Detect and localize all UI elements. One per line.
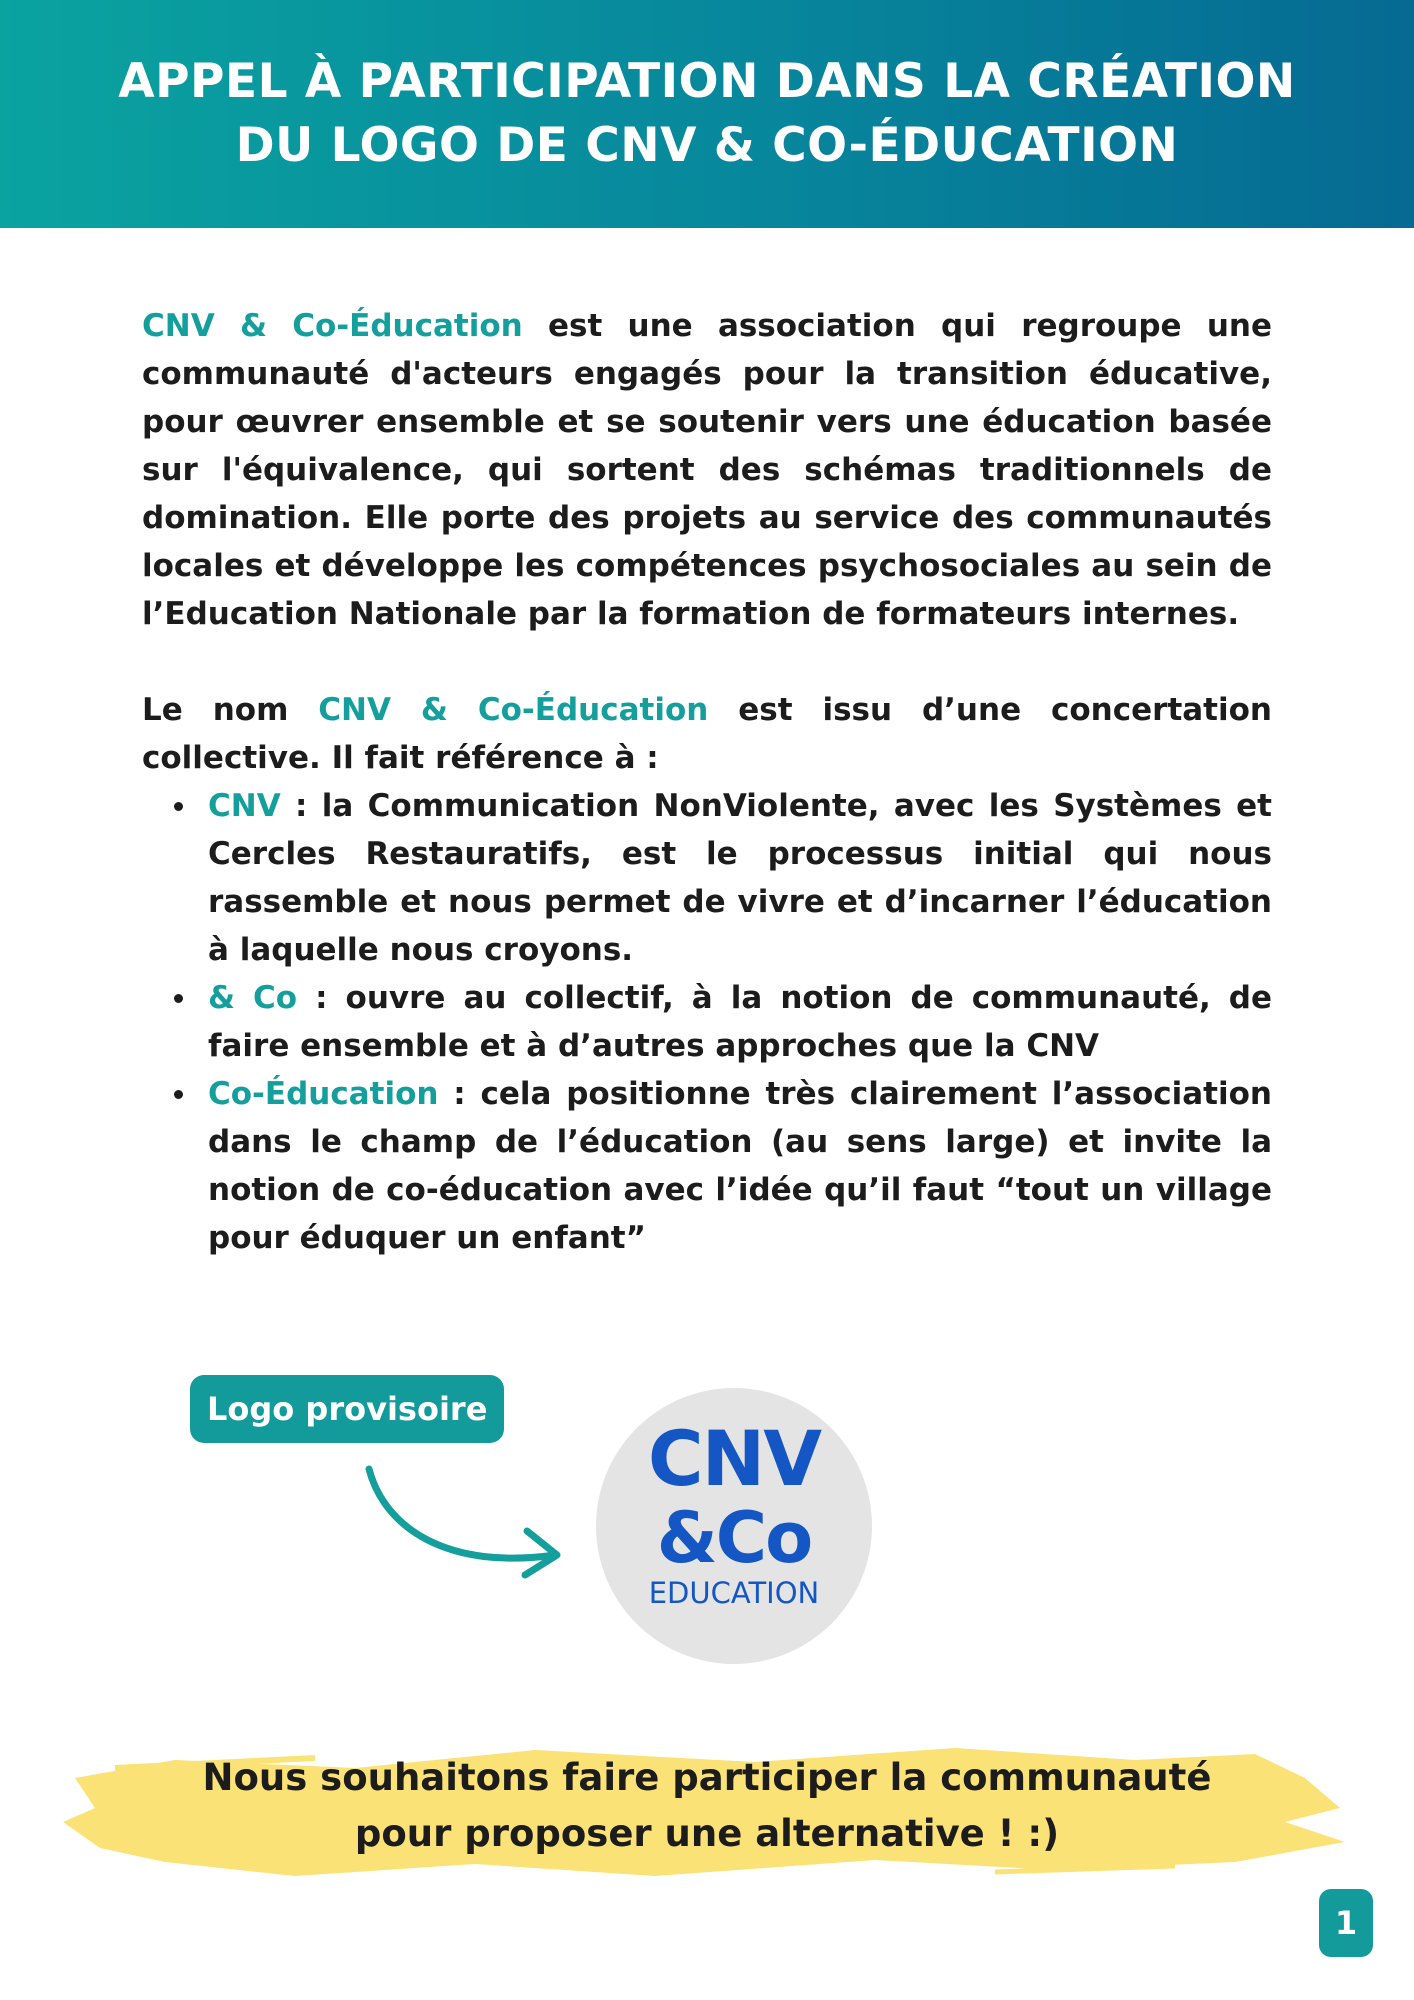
logo-text-cnv: CNV [647, 1414, 821, 1503]
intro-paragraph [142, 302, 1272, 638]
page-number-badge: 1 [1319, 1889, 1373, 1957]
list-item-term: Co-Éducation [208, 1076, 439, 1112]
list-item-text: : la Communication NonViolente, avec les Systèmes et Cercles Restauratifs, est le processus initial qui nous rassemble et nous permet de vivre et d’incarner l’éducation à laquelle nous croyons. [208, 788, 1272, 968]
page-header [0, 0, 1414, 228]
logo-text-and-co: &Co [656, 1497, 812, 1579]
list-item-term: & Co [208, 980, 298, 1016]
logo-text-education: EDUCATION [648, 1576, 820, 1610]
name-reference-list [142, 782, 1272, 1262]
cta-line-1: Nous souhaitons faire participer la communauté [202, 1756, 1212, 1799]
call-to-action [0, 1750, 1414, 1862]
list-item-and-co [208, 974, 1272, 1070]
list-item-text: : ouvre au collectif, à la notion de communauté, de faire ensemble et à d’autres approches que la CNV [208, 980, 1273, 1064]
name-origin-suffix: est issu d’une concertation collective. Il fait référence à : [142, 692, 1272, 776]
cta-line-2: pour proposer une alternative ! :) [354, 1812, 1060, 1855]
intro-association-name: CNV & Co-Éducation [142, 308, 523, 344]
name-origin-prefix: Le nom [142, 692, 319, 728]
name-origin-association-name: CNV & Co-Éducation [318, 692, 709, 728]
list-item-cnv [208, 782, 1272, 974]
name-origin-paragraph [142, 686, 1272, 782]
page-title-line-2: DU LOGO DE CNV & CO-ÉDUCATION [235, 118, 1179, 173]
list-item-text: : cela positionne très clairement l’association dans le champ de l’éducation (au sens large) et invite la notion de co-éducation avec l’idée qu’il faut “tout un village pour éduquer un enfant” [208, 1076, 1272, 1256]
provisional-logo-badge: Logo provisoire [190, 1375, 504, 1443]
intro-text: est une association qui regroupe une communauté d'acteurs engagés pour la transition éducative, pour œuvrer ensemble et se soutenir vers une éducation basée sur l'équivalence, qui sortent des schémas traditionnels de domination. Elle porte des projets au service des communautés locales et développe les compétences psychosociales au sein de l’Education Nationale par la formation de formateurs internes. [142, 308, 1272, 632]
provisional-logo [596, 1388, 872, 1664]
list-item-term: CNV [208, 788, 281, 824]
curved-arrow-icon [355, 1455, 575, 1585]
main-content [142, 302, 1272, 1262]
list-item-co-education [208, 1070, 1272, 1262]
page-title-line-1: APPEL À PARTICIPATION DANS LA CRÉATION [118, 54, 1296, 109]
